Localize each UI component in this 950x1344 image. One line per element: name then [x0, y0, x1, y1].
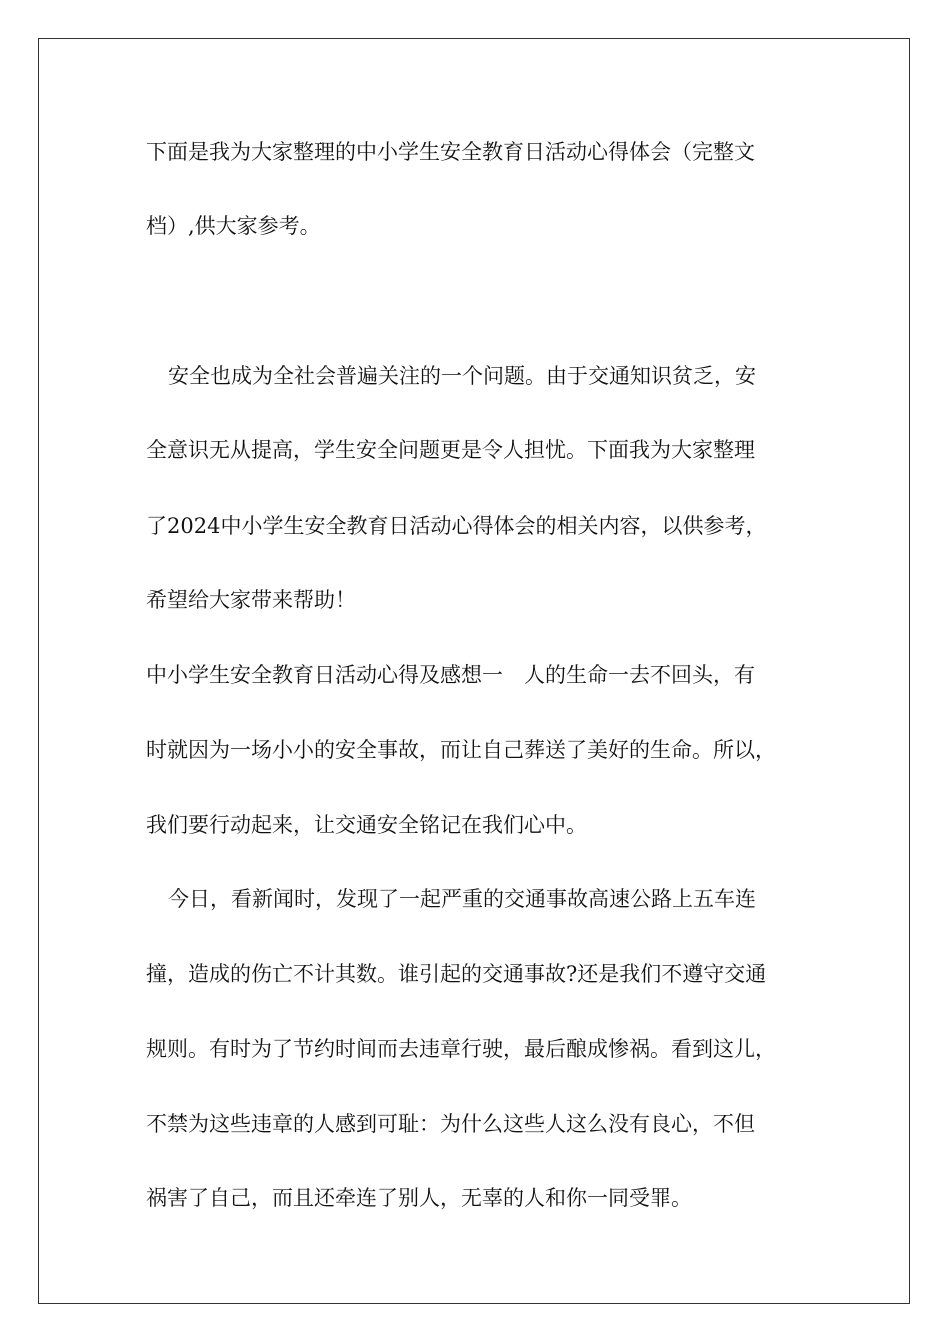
text-line: 了2024中小学生安全教育日活动心得体会的相关内容，以供参考，	[146, 514, 767, 538]
text-line: 今日，看新闻时，发现了一起严重的交通事故高速公路上五车连	[168, 887, 756, 911]
text-line: 规则。有时为了节约时间而去违章行驶，最后酿成惨祸。看到这儿，	[146, 1037, 776, 1061]
text-line: 安全也成为全社会普遍关注的一个问题。由于交通知识贫乏，安	[168, 364, 756, 388]
text-line: 我们要行动起来，让交通安全铭记在我们心中。	[146, 813, 587, 837]
text-line: 时就因为一场小小的安全事故，而让自己葬送了美好的生命。所以，	[146, 738, 776, 762]
text-line: 全意识无从提高，学生安全问题更是令人担忧。下面我为大家整理	[146, 438, 755, 462]
text-line: 撞，造成的伤亡不计其数。谁引起的交通事故?还是我们不遵守交通	[146, 962, 767, 986]
text-line: 下面是我为大家整理的中小学生安全教育日活动心得体会（完整文	[146, 140, 755, 164]
text-line: 档）,供大家参考。	[146, 214, 321, 238]
text-line: 祸害了自己，而且还牵连了别人，无辜的人和你一同受罪。	[146, 1186, 692, 1210]
text-line: 希望给大家带来帮助！	[146, 588, 356, 612]
text-line: 不禁为这些违章的人感到可耻：为什么这些人这么没有良心，不但	[146, 1112, 755, 1136]
text-line: 中小学生安全教育日活动心得及感想一 人的生命一去不回头，有	[146, 663, 755, 687]
